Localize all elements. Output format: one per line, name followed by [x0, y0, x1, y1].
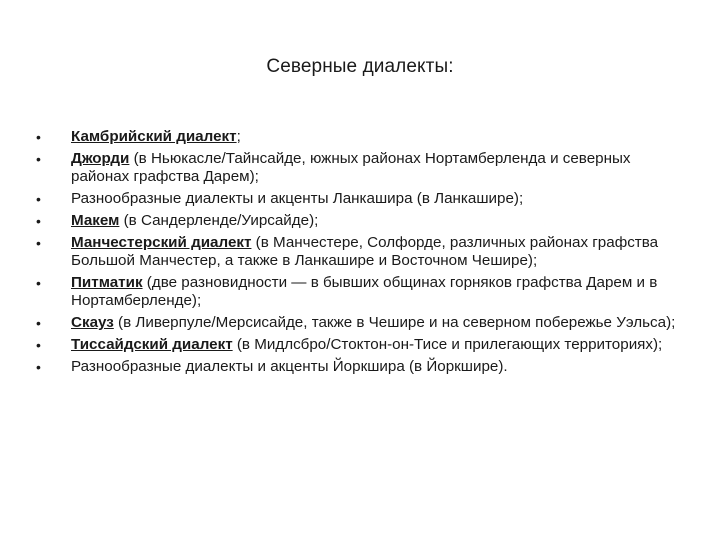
item-text: (в Мидлсбро/Стоктон-он-Тисе и прилегающих территориях);: [232, 336, 663, 353]
item-text: (в Манчестере, Солфорде, различных районах графства Большой Манчестер, а также в Ланкашире и Восточном Чешире);: [71, 234, 659, 269]
item-text: (в Сандерленде/Уирсайде);: [119, 212, 319, 229]
item-text: ;: [236, 128, 241, 145]
list-item: [36, 212, 676, 230]
bullet-icon: •: [36, 315, 41, 331]
slide-title: Северные диалекты:: [266, 56, 454, 77]
dialect-link[interactable]: Джорди: [71, 150, 130, 167]
bullet-icon: •: [36, 275, 41, 291]
dialect-link[interactable]: Скауз: [71, 314, 114, 331]
list-item: [36, 314, 676, 332]
list-item: [36, 128, 676, 146]
dialect-link[interactable]: Тиссайдский диалект: [71, 336, 233, 353]
item-text: (в Ньюкасле/Тайнсайде, южных районах Нортамберленда и северных районах графства Дарем);: [71, 150, 631, 185]
dialect-link[interactable]: Манчестерский диалект: [71, 234, 252, 251]
list-item: [36, 358, 676, 376]
dialect-link[interactable]: Питматик: [71, 274, 143, 291]
item-text: Разнообразные диалекты и акценты Ланкашира (в Ланкашире);: [71, 190, 524, 207]
list-item: [36, 274, 676, 310]
dialect-link[interactable]: Макем: [71, 212, 120, 229]
dialect-list: [36, 128, 676, 380]
bullet-icon: •: [36, 129, 41, 145]
item-text: (две разновидности — в бывших общинах горняков графства Дарем и в Нортамберленде);: [71, 274, 658, 309]
list-item: [36, 190, 676, 208]
bullet-icon: •: [36, 359, 41, 375]
list-item: [36, 234, 676, 270]
bullet-icon: •: [36, 235, 41, 251]
bullet-icon: •: [36, 151, 41, 167]
list-item: [36, 150, 676, 186]
dialect-link[interactable]: Камбрийский диалект: [71, 128, 237, 145]
bullet-icon: •: [36, 191, 41, 207]
bullet-icon: •: [36, 213, 41, 229]
item-text: Разнообразные диалекты и акценты Йоркшира (в Йоркшире).: [71, 358, 508, 375]
bullet-icon: •: [36, 337, 41, 353]
list-item: [36, 336, 676, 354]
item-text: (в Ливерпуле/Мерсисайде, также в Чешире и на северном побережье Уэльса);: [113, 314, 676, 331]
